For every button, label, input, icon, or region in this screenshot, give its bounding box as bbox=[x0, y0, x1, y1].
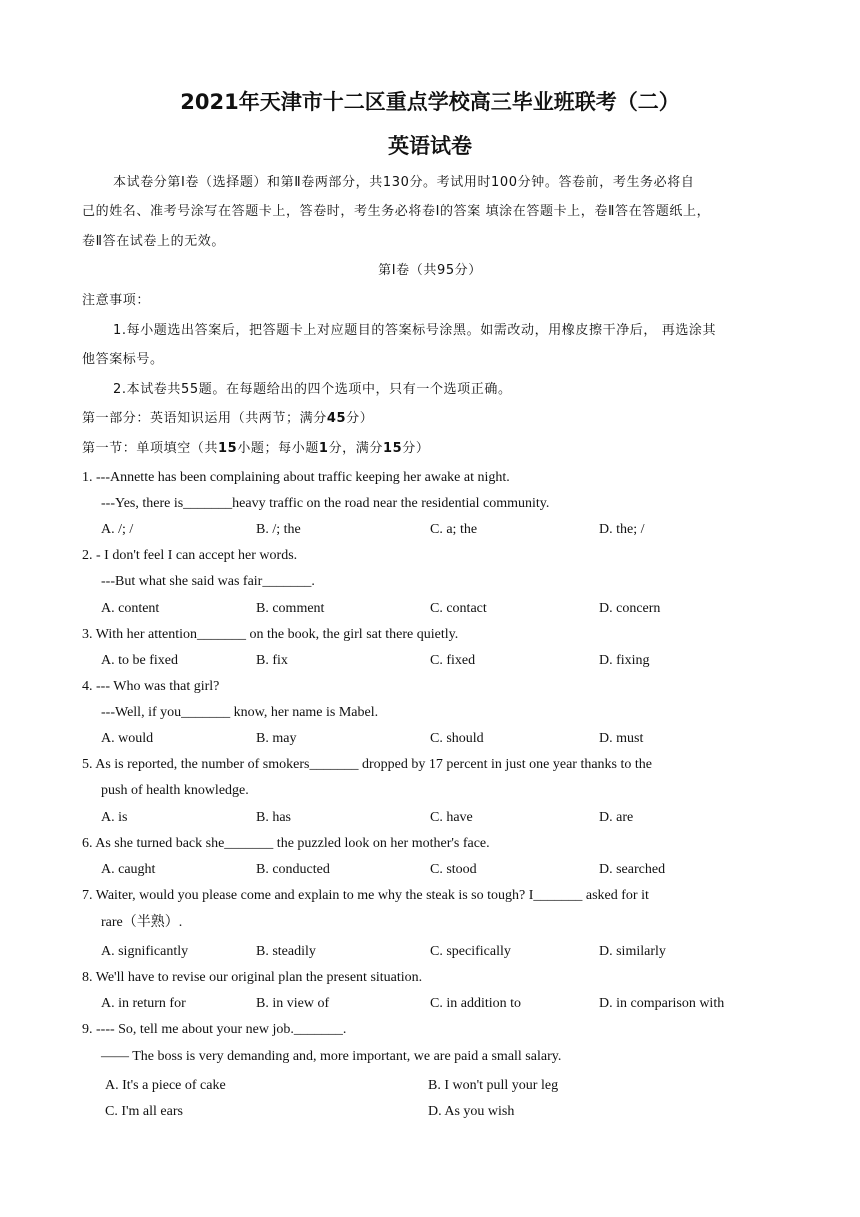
q7-stem: 7. Waiter, would you please come and explain to me why the steak is so tough? I_______ asked for it bbox=[82, 888, 649, 903]
q6-option-c: C. stood bbox=[430, 862, 477, 877]
q3-option-c: C. fixed bbox=[430, 653, 476, 668]
q3-option-d: D. fixing bbox=[599, 653, 650, 668]
section1-each: 1 bbox=[318, 441, 329, 456]
q5-option-d: D. are bbox=[599, 810, 634, 825]
q1-option-d: D. the; / bbox=[599, 522, 645, 537]
intro-line-2: 己的姓名、准考号涂写在答题卡上，答卷时，考生务必将卷Ⅰ的答案 填涂在答题卡上，卷Ⅱ答在答题纸上， bbox=[82, 204, 711, 219]
section1-total: 15 bbox=[382, 441, 403, 456]
intro-line-1: 本试卷分第Ⅰ卷（选择题）和第Ⅱ卷两部分，共130分。考试用时100分钟。答卷前，考生务必将自 bbox=[113, 175, 695, 190]
q9-stem: 9. ---- So, tell me about your new job._______. bbox=[82, 1022, 347, 1037]
q9-option-b: B. I won't pull your leg bbox=[428, 1078, 559, 1093]
q5-stem-2: push of health knowledge. bbox=[101, 783, 249, 798]
q4-option-b: B. may bbox=[256, 731, 297, 746]
q4-option-a: A. would bbox=[101, 731, 154, 746]
q2-option-d: D. concern bbox=[599, 601, 661, 616]
q3-stem: 3. With her attention_______ on the book, the girl sat there quietly. bbox=[82, 627, 459, 642]
q1-stem: 1. ---Annette has been complaining about traffic keeping her awake at night. bbox=[82, 470, 510, 485]
q6-option-b: B. conducted bbox=[256, 862, 330, 877]
volume-heading: 第Ⅰ卷（共95分） bbox=[378, 263, 482, 278]
q7-option-b: B. steadily bbox=[256, 944, 316, 959]
q8-stem: 8. We'll have to revise our original plan the present situation. bbox=[82, 970, 423, 985]
q6-option-d: D. searched bbox=[599, 862, 666, 877]
q7-stem-2: rare（半熟）. bbox=[101, 915, 183, 930]
q7-option-d: D. similarly bbox=[599, 944, 666, 959]
section1-count: 15 bbox=[218, 441, 238, 456]
q8-option-d: D. in comparison with bbox=[599, 996, 725, 1011]
part1-pre: 第一部分：英语知识运用（共两节；满分 bbox=[82, 411, 327, 426]
q7-option-c: C. specifically bbox=[430, 944, 511, 959]
q9-option-c: C. I'm all ears bbox=[105, 1104, 183, 1119]
section1-post: 分） bbox=[402, 441, 430, 456]
part1-post: 分） bbox=[346, 411, 374, 426]
q3-option-b: B. fix bbox=[256, 653, 288, 668]
note-1-line-2: 他答案标号。 bbox=[82, 352, 164, 367]
q1-option-a: A. /; / bbox=[101, 522, 134, 537]
q8-option-c: C. in addition to bbox=[430, 996, 521, 1011]
q5-option-a: A. is bbox=[101, 810, 128, 825]
section1-mid2: 分，满分 bbox=[328, 441, 383, 456]
section1-heading bbox=[82, 440, 429, 458]
q2-stem-2: ---But what she said was fair_______. bbox=[101, 574, 315, 589]
note-1-line-1: 1.每小题选出答案后，把答题卡上对应题目的答案标号涂黑。如需改动，用橡皮擦干净后， 再选涂其 bbox=[113, 323, 717, 338]
q9-option-d: D. As you wish bbox=[428, 1104, 515, 1119]
q9-stem-2: —— The boss is very demanding and, more important, we are paid a small salary. bbox=[101, 1049, 562, 1064]
part1-heading bbox=[82, 410, 373, 428]
q4-stem: 4. --- Who was that girl? bbox=[82, 679, 220, 694]
q2-option-a: A. content bbox=[101, 601, 160, 616]
q5-stem: 5. As is reported, the number of smokers_______ dropped by 17 percent in just one year thanks to the bbox=[82, 757, 652, 772]
q6-stem: 6. As she turned back she_______ the puzzled look on her mother's face. bbox=[82, 836, 490, 851]
q2-option-c: C. contact bbox=[430, 601, 487, 616]
part1-score: 45 bbox=[326, 411, 347, 426]
intro-line-3: 卷Ⅱ答在试卷上的无效。 bbox=[82, 234, 225, 249]
q1-stem-2: ---Yes, there is_______heavy traffic on the road near the residential community. bbox=[101, 496, 550, 511]
q2-stem: 2. - I don't feel I can accept her words. bbox=[82, 548, 298, 563]
q5-option-c: C. have bbox=[430, 810, 473, 825]
q3-option-a: A. to be fixed bbox=[101, 653, 178, 668]
q8-option-a: A. in return for bbox=[101, 996, 186, 1011]
q4-option-d: D. must bbox=[599, 731, 644, 746]
q4-option-c: C. should bbox=[430, 731, 484, 746]
section1-mid1: 小题；每小题 bbox=[237, 441, 319, 456]
note-2: 2.本试卷共55题。在每题给出的四个选项中，只有一个选项正确。 bbox=[113, 382, 512, 397]
q1-option-c: C. a; the bbox=[430, 522, 478, 537]
q2-option-b: B. comment bbox=[256, 601, 325, 616]
q7-option-a: A. significantly bbox=[101, 944, 189, 959]
q8-option-b: B. in view of bbox=[256, 996, 330, 1011]
q1-option-b: B. /; the bbox=[256, 522, 301, 537]
q9-option-a: A. It's a piece of cake bbox=[105, 1078, 226, 1093]
q5-option-b: B. has bbox=[256, 810, 291, 825]
q6-option-a: A. caught bbox=[101, 862, 156, 877]
exam-title: 2021年天津市十二区重点学校高三毕业班联考（二） bbox=[180, 90, 680, 114]
q4-stem-2: ---Well, if you_______ know, her name is Mabel. bbox=[101, 705, 379, 720]
section1-pre: 第一节：单项填空（共 bbox=[82, 441, 219, 456]
exam-subtitle: 英语试卷 bbox=[388, 134, 472, 158]
notes-heading: 注意事项： bbox=[82, 293, 151, 308]
